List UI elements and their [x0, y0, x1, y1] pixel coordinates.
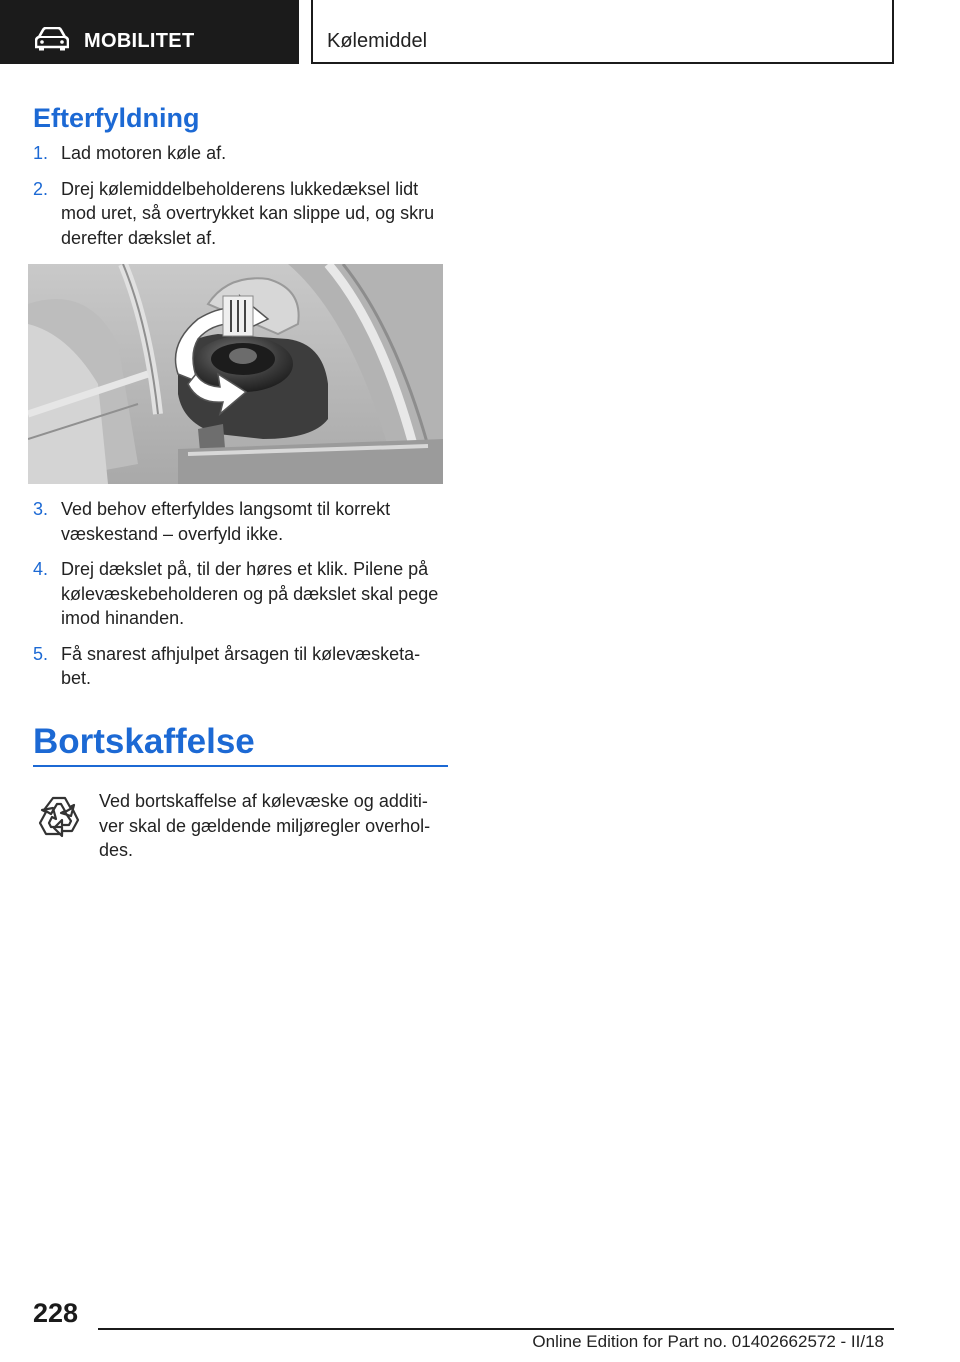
list-item: [33, 497, 448, 546]
step-text: Drej kølemiddelbeholderens lukkedæksel lidt mod uret, så overtrykket kan slippe ud, og skru derefter dækslet af.: [61, 178, 435, 248]
step-number: 1.: [33, 143, 49, 163]
step-number: 3.: [33, 499, 49, 519]
footer-divider: [98, 1328, 894, 1330]
steps-list-a: [33, 141, 448, 261]
step-number: 5.: [33, 643, 49, 664]
step-text: Ved behov efterfyldes langsomt til korrekt væskestand – overfyld ikke.: [61, 499, 391, 544]
chapter-label: Kølemiddel: [327, 30, 428, 52]
page-number: 228: [33, 1298, 79, 1328]
step-text: Lad motoren køle af.: [61, 143, 227, 163]
step-number: 4.: [33, 559, 49, 579]
edition-text: Online Edition for Part no. 01402662572 - II/18: [532, 1332, 884, 1351]
step-text: Få snarest afhjulpet årsagen til kølevæsketa‐bet.: [61, 643, 421, 688]
car-icon: [35, 27, 69, 51]
coolant-cap-illustration: [28, 264, 443, 484]
heading-divider: [33, 765, 448, 767]
refill-heading: Efterfyldning: [33, 103, 200, 133]
section-label: MOBILITET: [84, 30, 195, 52]
step-number: 2.: [33, 178, 49, 199]
list-item: [33, 177, 448, 251]
list-item: [33, 642, 448, 691]
disposal-heading: Bortskaffelse: [33, 722, 255, 761]
list-item: [33, 557, 448, 631]
recycle-icon: [34, 792, 84, 842]
chapter-tab[interactable]: [311, 0, 894, 64]
step-text: Drej dækslet på, til der høres et klik. Pilene på kølevæskebeholderen og på dækslet skal pege imod hinanden.: [61, 559, 439, 628]
section-tab[interactable]: [0, 0, 299, 64]
disposal-text: Ved bortskaffelse af kølevæske og additi‐ver skal de gældende miljøregler overhol‐des.: [99, 791, 431, 860]
list-item: [33, 141, 448, 166]
steps-list-b: [33, 497, 448, 702]
